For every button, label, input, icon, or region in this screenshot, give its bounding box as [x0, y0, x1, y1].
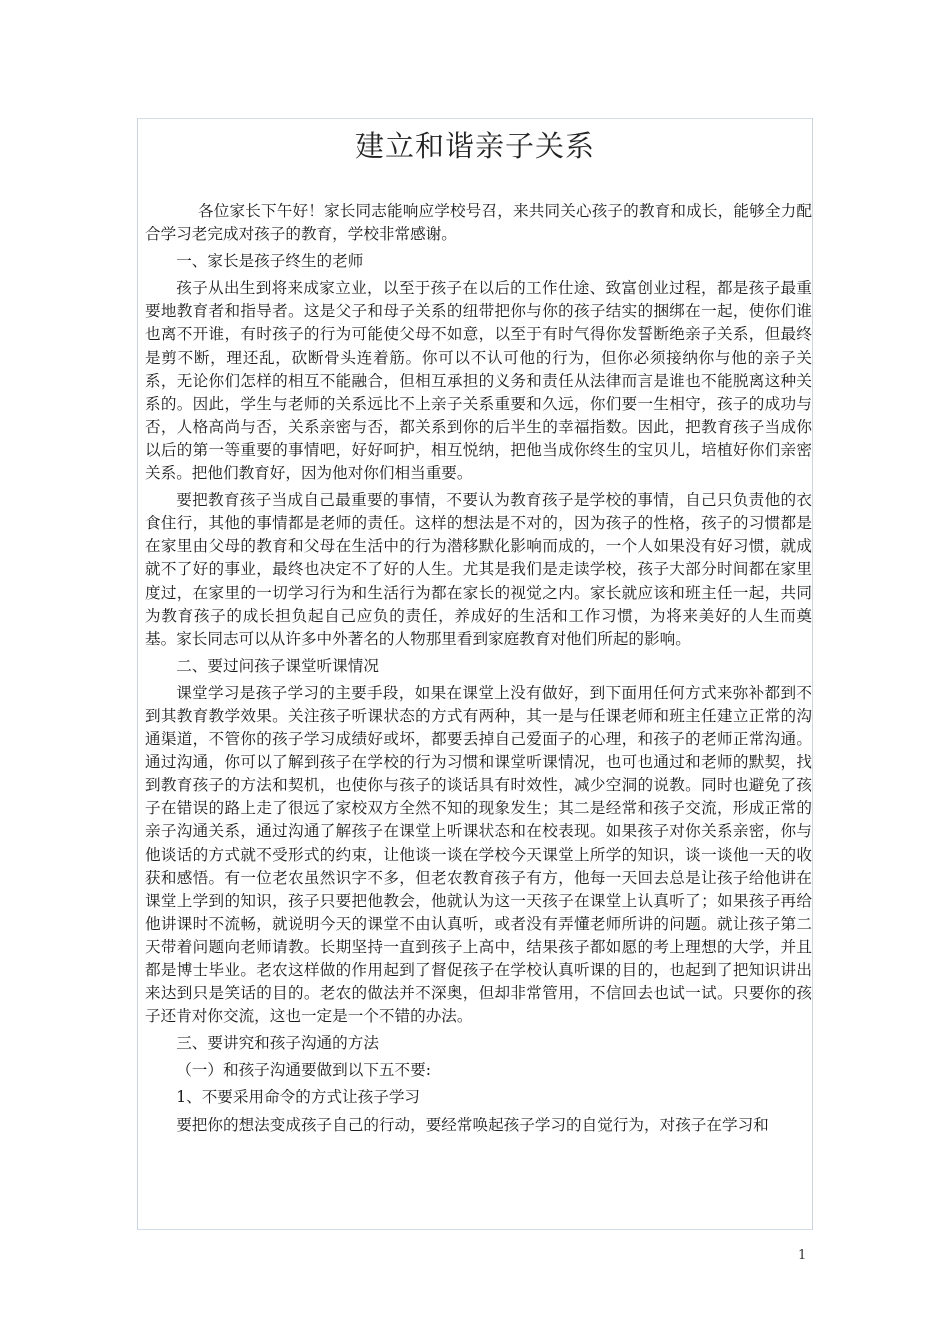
section-heading: 三、要讲究和孩子沟通的方法: [176, 1034, 379, 1053]
section-heading: 二、要过问孩子课堂听课情况: [176, 656, 379, 675]
page-number: 1: [798, 1248, 807, 1263]
paragraph: 孩子从出生到将来成家立业，以至于孩子在以后的工作仕途、致富创业过程，都是孩子最重要地教育者和指导者。这是父子和母子关系的纽带把你与你的孩子结实的捆绑在一起，使你们谁也离不开谁，有时孩子的行为可能使父母不如意，以至于有时气得你发誓断绝亲子关系，但最终是剪不断，理还乱，砍断骨头连着筋。你可以不认可他的行为，但你必须接纳你与他的亲子关系，无论你们怎样的相互不能融合，但相互承担的义务和责任从法律而言是谁也不能脱离这种关系的。因此，学生与老师的关系远比不上亲子关系重要和久远，你们要一生相守，孩子的成功与否，人格高尚与否，关系亲密与否，都关系到你的后半生的幸福指数。因此，把教育孩子当成你以后的第一等重要的事情吧，好好呵护，相互悦纳，把他当成你终生的宝贝儿，培植好你们亲密关系。把他们教育好，因为他对你们相当重要。: [145, 279, 812, 483]
document-body: [145, 200, 812, 1141]
section-heading: （一）和孩子沟通要做到以下五不要:: [176, 1061, 431, 1080]
paragraph: 各位家长下午好！家长同志能响应学校号召，来共同关心孩子的教育和成长，能够全力配合学习老完成对孩子的教育，学校非常感谢。: [145, 202, 812, 244]
document-frame: [137, 118, 813, 1230]
section-heading: 一、家长是孩子终生的老师: [176, 252, 364, 271]
paragraph: 课堂学习是孩子学习的主要手段，如果在课堂上没有做好，到下面用任何方式来弥补都到不到其教育教学效果。关注孩子听课状态的方式有两种，其一是与任课老师和班主任建立正常的沟通渠道，不管你的孩子学习成绩好或坏，都要丢掉自己爱面子的心理，和孩子的老师正常沟通。通过沟通，你可以了解到孩子在学校的行为习惯和课堂听课情况，也可也通过和老师的默契，找到教育孩子的方法和契机，也使你与孩子的谈话具有时效性，减少空洞的说教。同时也避免了孩子在错误的路上走了很远了家校双方全然不知的现象发生；其二是经常和孩子交流，形成正常的亲子沟通关系，通过沟通了解孩子在课堂上听课状态和在校表现。如果孩子对你关系亲密，你与他谈话的方式就不受形式的约束，让他谈一谈在学校今天课堂上所学的知识，谈一谈他一天的收获和感悟。有一位老农虽然识字不多，但老农教育孩子有方，他每一天回去总是让孩子给他讲在课堂上学到的知识，孩子只要把他教会，他就认为这一天孩子在课堂上认真听了；如果孩子再给他讲课时不流畅，就说明今天的课堂不由认真听，或者没有弄懂老师所讲的问题。就让孩子第二天带着问题向老师请教。长期坚持一直到孩子上高中，结果孩子都如愿的考上理想的大学，并且都是博士毕业。老农这样做的作用起到了督促孩子在学校认真听课的目的，也起到了把知识讲出来达到只是笑话的目的。老农的做法并不深奥，但却非常管用，不信回去也试一试。只要你的孩子还肯对你交流，这也一定是一个不错的办法。: [145, 683, 812, 1026]
paragraph: 要把你的想法变成孩子自己的行动，要经常唤起孩子学习的自觉行为，对孩子在学习和: [176, 1115, 769, 1134]
paragraph: 要把教育孩子当成自己最重要的事情，不要认为教育孩子是学校的事情，自己只负责他的衣食住行，其他的事情都是老师的责任。这样的想法是不对的，因为孩子的性格，孩子的习惯都是在家里由父母的教育和父母在生活中的行为潜移默化影响而成的，一个人如果没有好习惯，就成就不了好的事业，最终也决定不了好的人生。尤其是我们是走读学校，孩子大部分时间都在家里度过，在家里的一切学习行为和生活行为都在家长的视觉之内。家长就应该和班主任一起，共同为教育孩子的成长担负起自己应负的责任，养成好的生活和工作习惯，为将来美好的人生而奠基。家长同志可以从许多中外著名的人物那里看到家庭教育对他们所起的影响。: [145, 491, 812, 648]
section-heading: 1、不要采用命令的方式让孩子学习: [176, 1088, 421, 1107]
document-title: 建立和谐亲子关系: [354, 129, 595, 163]
